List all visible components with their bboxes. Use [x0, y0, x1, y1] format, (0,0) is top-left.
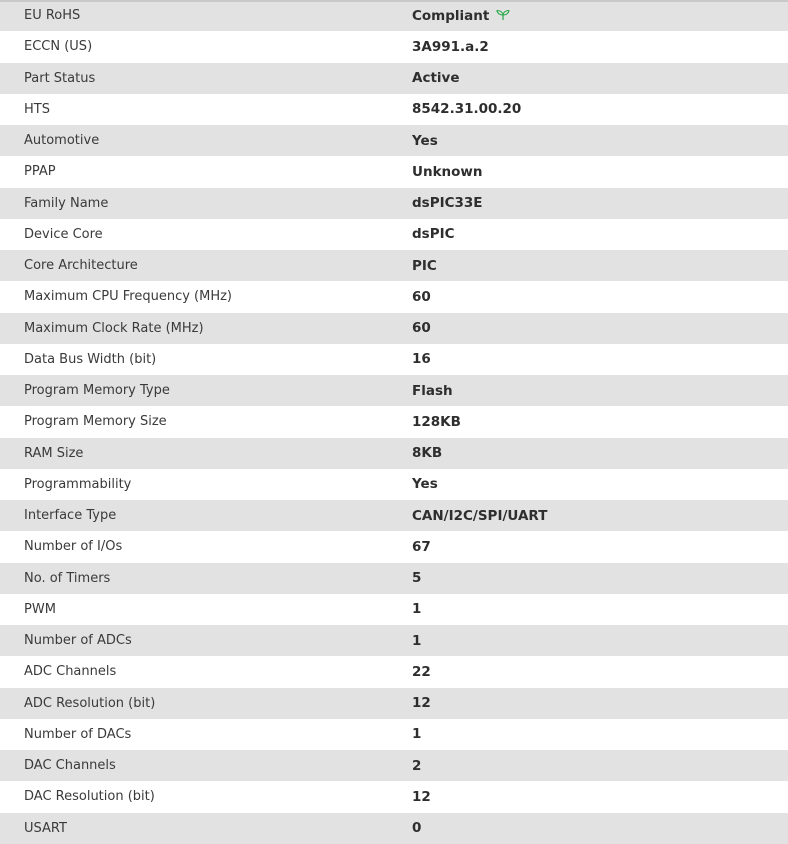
- spec-row: [0, 594, 788, 625]
- spec-value-cell: [412, 469, 788, 500]
- leaf-icon: [495, 9, 511, 21]
- spec-row: [0, 281, 788, 312]
- spec-value-cell: [412, 750, 788, 781]
- spec-label: Family Name: [24, 195, 109, 211]
- spec-row: [0, 406, 788, 437]
- spec-label: PWM: [24, 601, 56, 617]
- spec-value: 60: [412, 288, 431, 305]
- spec-row: [0, 781, 788, 812]
- spec-label: Data Bus Width (bit): [24, 351, 157, 367]
- spec-row: [0, 375, 788, 406]
- spec-label: RAM Size: [24, 445, 84, 461]
- spec-value-cell: [412, 156, 788, 187]
- spec-value: 60: [412, 320, 431, 337]
- spec-label: Part Status: [24, 70, 96, 86]
- spec-row: [0, 469, 788, 500]
- spec-value-cell: [412, 531, 788, 562]
- spec-value: 1: [412, 726, 422, 743]
- spec-label: Interface Type: [24, 508, 117, 524]
- spec-value-cell: [412, 219, 788, 250]
- spec-value-cell: [412, 813, 788, 844]
- spec-value-cell: [412, 313, 788, 344]
- spec-value: 1: [412, 632, 422, 649]
- spec-value: dsPIC: [412, 226, 455, 243]
- spec-label: Program Memory Size: [24, 414, 167, 430]
- spec-value-cell: [412, 344, 788, 375]
- spec-value-cell: [412, 31, 788, 62]
- spec-row: [0, 344, 788, 375]
- spec-row: [0, 63, 788, 94]
- spec-label: EU RoHS: [24, 8, 81, 24]
- spec-row: [0, 719, 788, 750]
- spec-row: [0, 438, 788, 469]
- spec-label: Core Architecture: [24, 258, 138, 274]
- spec-row: [0, 156, 788, 187]
- spec-value: Unknown: [412, 163, 483, 180]
- spec-value: 5: [412, 570, 422, 587]
- spec-row: [0, 0, 788, 31]
- spec-value-cell: [412, 63, 788, 94]
- spec-label: Number of ADCs: [24, 633, 132, 649]
- spec-row: [0, 656, 788, 687]
- spec-value-cell: [412, 281, 788, 312]
- spec-value: Compliant: [412, 7, 490, 24]
- spec-value-cell: [412, 781, 788, 812]
- spec-row: [0, 500, 788, 531]
- spec-row: [0, 313, 788, 344]
- spec-label: Device Core: [24, 226, 103, 242]
- spec-value: 8542.31.00.20: [412, 101, 522, 118]
- spec-value: 22: [412, 663, 431, 680]
- spec-label: ADC Resolution (bit): [24, 695, 156, 711]
- spec-value-cell: [412, 563, 788, 594]
- spec-label: USART: [24, 820, 67, 836]
- spec-value-cell: [412, 375, 788, 406]
- spec-value-cell: [412, 688, 788, 719]
- spec-value-cell: [412, 0, 788, 31]
- spec-value: Active: [412, 70, 460, 87]
- spec-label: DAC Channels: [24, 758, 116, 774]
- spec-value-cell: [412, 594, 788, 625]
- spec-row: [0, 531, 788, 562]
- spec-row: [0, 125, 788, 156]
- spec-value-cell: [412, 719, 788, 750]
- spec-value-cell: [412, 125, 788, 156]
- spec-row: [0, 563, 788, 594]
- spec-value-cell: [412, 188, 788, 219]
- spec-row: [0, 625, 788, 656]
- spec-row: [0, 94, 788, 125]
- spec-row: [0, 188, 788, 219]
- spec-value: 12: [412, 788, 431, 805]
- spec-label: Number of I/Os: [24, 539, 123, 555]
- spec-label: Number of DACs: [24, 726, 132, 742]
- spec-label: PPAP: [24, 164, 56, 180]
- spec-value: Yes: [412, 476, 438, 493]
- spec-row: [0, 688, 788, 719]
- spec-label: ADC Channels: [24, 664, 117, 680]
- spec-label: DAC Resolution (bit): [24, 789, 155, 805]
- spec-value: 3A991.a.2: [412, 38, 489, 55]
- spec-value: 128KB: [412, 413, 461, 430]
- spec-label: Program Memory Type: [24, 383, 170, 399]
- spec-value: 12: [412, 695, 431, 712]
- spec-row: [0, 750, 788, 781]
- spec-value: Flash: [412, 382, 453, 399]
- spec-value-cell: [412, 625, 788, 656]
- spec-label: No. of Timers: [24, 570, 111, 586]
- spec-value: dsPIC33E: [412, 195, 483, 212]
- spec-value-cell: [412, 656, 788, 687]
- spec-label: HTS: [24, 101, 50, 117]
- top-border: [0, 0, 788, 2]
- spec-label: Maximum CPU Frequency (MHz): [24, 289, 232, 305]
- spec-value: PIC: [412, 257, 437, 274]
- spec-value: 2: [412, 757, 422, 774]
- spec-row: [0, 219, 788, 250]
- spec-value-cell: [412, 94, 788, 125]
- spec-row: [0, 31, 788, 62]
- spec-label: ECCN (US): [24, 39, 93, 55]
- spec-value: 67: [412, 538, 431, 555]
- spec-value-cell: [412, 406, 788, 437]
- spec-row: [0, 813, 788, 844]
- spec-label: Automotive: [24, 133, 100, 149]
- spec-value-cell: [412, 438, 788, 469]
- spec-value: 16: [412, 351, 431, 368]
- spec-value: 8KB: [412, 445, 443, 462]
- spec-value-cell: [412, 500, 788, 531]
- spec-value: 1: [412, 601, 422, 618]
- spec-label: Programmability: [24, 476, 132, 492]
- spec-value: Yes: [412, 132, 438, 149]
- spec-row: [0, 250, 788, 281]
- spec-value-cell: [412, 250, 788, 281]
- spec-value: CAN/I2C/SPI/UART: [412, 507, 548, 524]
- spec-value: 0: [412, 820, 422, 837]
- spec-label: Maximum Clock Rate (MHz): [24, 320, 204, 336]
